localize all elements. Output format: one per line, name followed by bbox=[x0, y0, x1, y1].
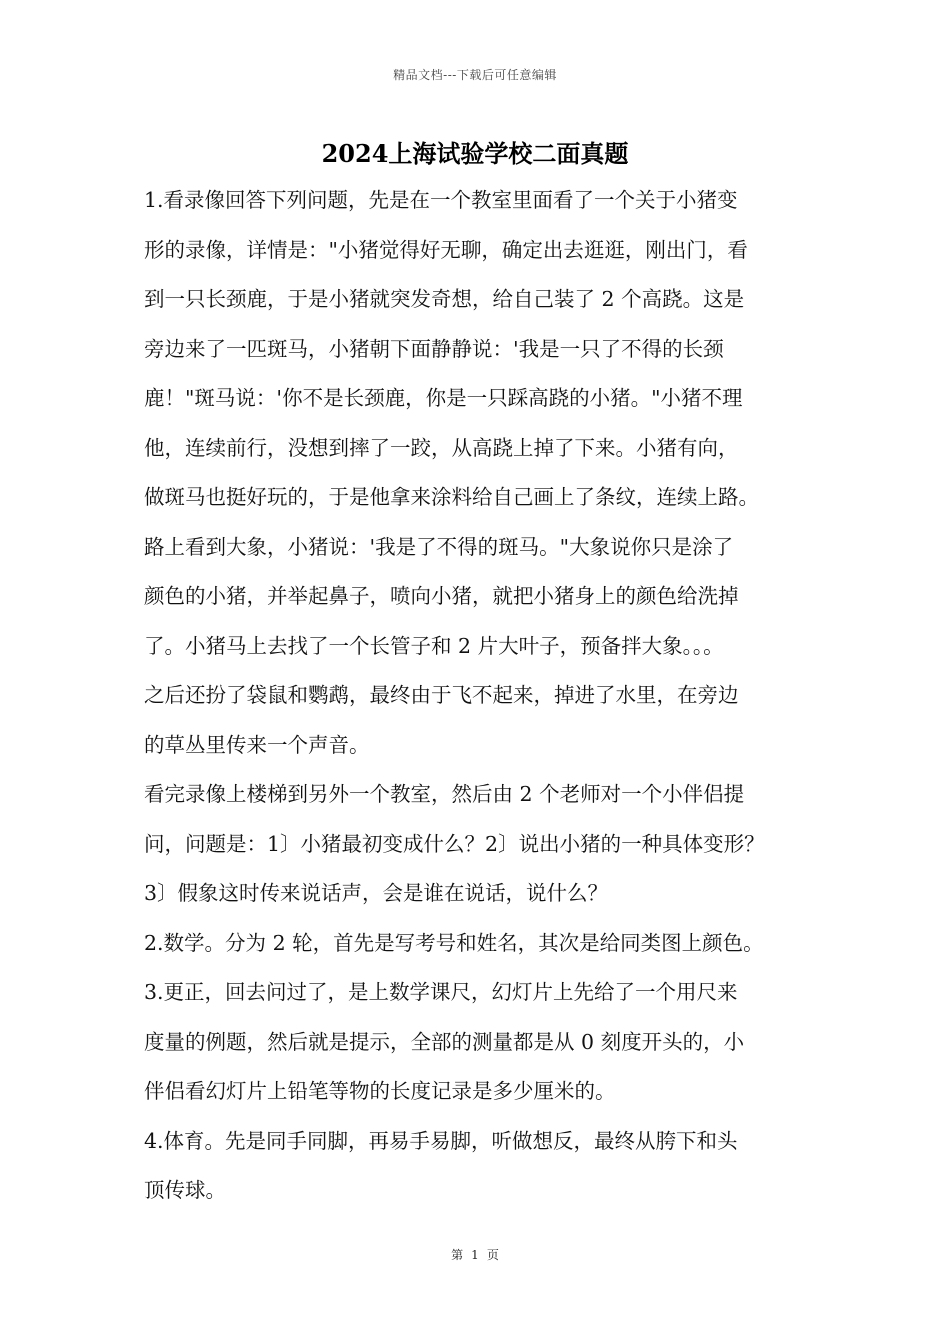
body-line: 顶传球。 bbox=[144, 1178, 226, 1202]
body-line: 路上看到大象，小猪说：'我是了不得的斑马。"大象说你只是涂了 bbox=[144, 534, 734, 559]
body-line: 4.体育。先是同手同脚，再易手易脚，听做想反，最终从胯下和头 bbox=[144, 1128, 738, 1153]
body-line: 他，连续前行，没想到摔了一跤，从高跷上掉了下来。小猪有向， bbox=[144, 435, 739, 460]
body-line: 旁边来了一匹斑马，小猪朝下面静静说：'我是一只了不得的长颈 bbox=[144, 336, 724, 361]
body-line: 2.数学。分为 2 轮，首先是写考号和姓名，其次是给同类图上颜色。 bbox=[144, 930, 764, 955]
body-line: 颜色的小猪，并举起鼻子，喷向小猪，就把小猪身上的颜色给洗掉 bbox=[144, 584, 739, 608]
body-line: 3.更正，回去问过了，是上数学课尺，幻灯片上先给了一个用尺来 bbox=[144, 980, 738, 1004]
body-line: 鹿！"斑马说：'你不是长颈鹿，你是一只踩高跷的小猪。"小猪不理 bbox=[144, 386, 743, 410]
body-line: 伴侣看幻灯片上铅笔等物的长度记录是多少厘米的。 bbox=[144, 1079, 616, 1103]
body-line: 3〕假象这时传来说话声，会是谁在说话，说什么？ bbox=[144, 881, 609, 905]
body-line: 问，问题是：1〕小猪最初变成什么？2〕说出小猪的一种具体变形？ bbox=[144, 831, 765, 856]
page-footer bbox=[0, 1246, 950, 1263]
page-number: 1 bbox=[471, 1248, 479, 1262]
body-line: 做斑马也挺好玩的，于是他拿来涂料给自己画上了条纹，连续上路。 bbox=[144, 485, 759, 509]
page-label-suffix: 页 bbox=[486, 1248, 499, 1262]
page-header: 精品文档---下载后可任意编辑 bbox=[393, 68, 557, 82]
body-line: 形的录像，详情是："小猪觉得好无聊，确定出去逛逛，刚出门，看 bbox=[144, 237, 748, 262]
body-line: 到一只长颈鹿，于是小猪就突发奇想，给自己装了 2 个高跷。这是 bbox=[144, 287, 745, 311]
body-line: 看完录像上楼梯到另外一个教室，然后由 2 个老师对一个小伴侣提 bbox=[144, 782, 745, 806]
body-line: 1.看录像回答下列问题，先是在一个教室里面看了一个关于小猪变 bbox=[144, 188, 738, 212]
body-line: 的草丛里传来一个声音。 bbox=[144, 732, 370, 757]
page-label-prefix: 第 bbox=[451, 1248, 464, 1262]
document-body bbox=[144, 176, 824, 1216]
body-line: 之后还扮了袋鼠和鹦鹉，最终由于飞不起来，掉进了水里，在旁边 bbox=[144, 683, 739, 707]
document-title: 2024上海试验学校二面真题 bbox=[321, 139, 629, 168]
body-line: 度量的例题，然后就是提示，全部的测量都是从 0 刻度开头的，小 bbox=[144, 1029, 745, 1054]
body-line: 了。小猪马上去找了一个长管子和 2 片大叶子，预备拌大象。。。 bbox=[144, 633, 724, 658]
